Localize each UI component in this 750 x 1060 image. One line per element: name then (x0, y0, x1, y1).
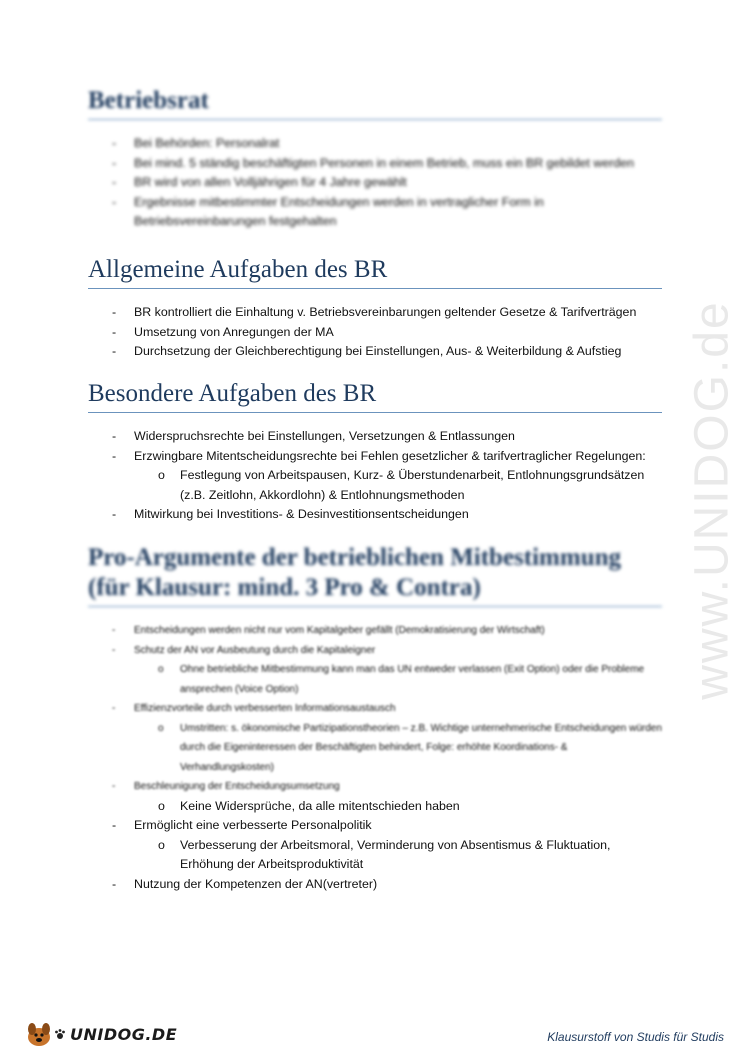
list-item: - Effizienzvorteile durch verbesserten Informationsaustausch (88, 699, 662, 719)
section-betriebsrat (88, 86, 662, 232)
section-heading: Betriebsrat (88, 86, 662, 120)
bullet-list (88, 134, 662, 232)
section-besondere-aufgaben (88, 379, 662, 525)
dog-logo-icon (24, 1019, 54, 1049)
list-item: - Bei Behörden: Personalrat (88, 134, 662, 154)
footer-logo (24, 1018, 177, 1050)
list-item: - BR wird von allen Volljährigen für 4 Jahre gewählt (88, 173, 662, 193)
list-item: - Nutzung der Kompetenzen der AN(vertreter) (88, 875, 662, 895)
bullet-list (88, 427, 662, 525)
list-item: - Ermöglicht eine verbesserte Personalpolitik (88, 816, 662, 836)
sub-list-item: o Umstritten: s. ökonomische Partizipationstheorien – z.B. Wichtige unternehmerische Entscheidungen würden durch die Eigeninteressen der Beschäftigten behindert, Folge: erhöhte Koordinations- & Verhandlungskosten) (88, 719, 662, 778)
list-item: - BR kontrolliert die Einhaltung v. Betriebsvereinbarungen geltender Gesetze & Tarifverträgen (88, 303, 662, 323)
list-item: - Ergebnisse mitbestimmter Entscheidungen werden in vertraglicher Form in Betriebsvereinbarungen festgehalten (88, 193, 662, 232)
watermark: www.UNIDOG.de (685, 300, 739, 700)
list-item: - Entscheidungen werden nicht nur vom Kapitalgeber gefällt (Demokratisierung der Wirtschaft) (88, 621, 662, 641)
footer-tagline: Klausurstoff von Studis für Studis (547, 1030, 724, 1044)
list-item: - Mitwirkung bei Investitions- & Desinvestitionsentscheidungen (88, 505, 662, 525)
section-pro-argumente (88, 543, 662, 894)
bullet-list (88, 621, 662, 894)
logo-text: UNIDOG.DE (70, 1024, 178, 1044)
list-item: - Beschleunigung der Entscheidungsumsetzung (88, 777, 662, 797)
sub-list-item: o Keine Widersprüche, da alle mitentschieden haben (88, 797, 662, 817)
section-allgemeine-aufgaben (88, 255, 662, 362)
sub-list-item: o Ohne betriebliche Mitbestimmung kann man das UN entweder verlassen (Exit Option) oder die Probleme ansprechen (Voice Option) (88, 660, 662, 699)
list-item: - Schutz der AN vor Ausbeutung durch die Kapitaleigner (88, 641, 662, 661)
list-item: - Erzwingbare Mitentscheidungsrechte bei Fehlen gesetzlicher & tarifvertraglicher Regelungen: (88, 447, 662, 467)
list-item: - Umsetzung von Anregungen der MA (88, 323, 662, 343)
sub-list-item: o Festlegung von Arbeitspausen, Kurz- & Überstundenarbeit, Entlohnungsgrundsätzen (z.B. Zeitlohn, Akkordlohn) & Entlohnungsmethoden (88, 466, 662, 505)
bullet-list (88, 303, 662, 362)
section-heading: Pro-Argumente der betrieblichen Mitbestimmung (für Klausur: mind. 3 Pro & Contra) (88, 543, 662, 607)
paw-icon (54, 1028, 66, 1040)
section-heading: Allgemeine Aufgaben des BR (88, 255, 662, 289)
section-heading: Besondere Aufgaben des BR (88, 379, 662, 413)
list-item: - Widerspruchsrechte bei Einstellungen, Versetzungen & Entlassungen (88, 427, 662, 447)
list-item: - Durchsetzung der Gleichberechtigung bei Einstellungen, Aus- & Weiterbildung & Aufstieg (88, 342, 662, 362)
list-item: - Bei mind. 5 ständig beschäftigten Personen in einem Betrieb, muss ein BR gebildet werden (88, 154, 662, 174)
sub-list-item: o Verbesserung der Arbeitsmoral, Verminderung von Absentismus & Fluktuation, Erhöhung der Arbeitsproduktivität (88, 836, 662, 875)
